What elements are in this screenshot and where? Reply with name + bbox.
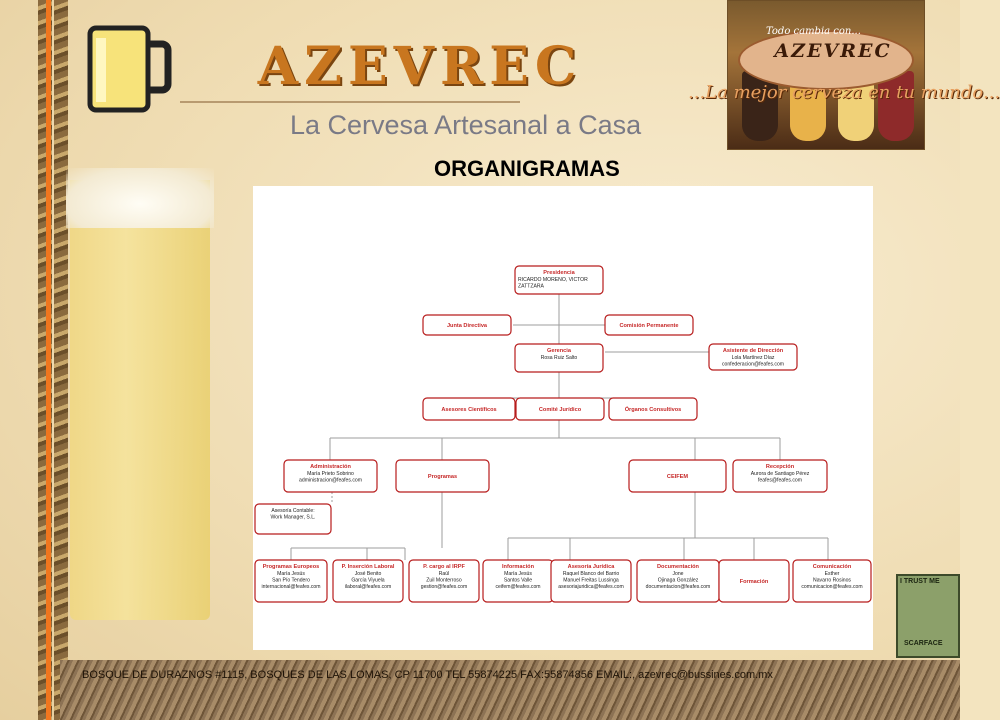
org-box-line: María Jesús — [504, 571, 532, 577]
org-box-title: Documentación — [657, 564, 699, 570]
org-box-title: P. cargo al IRPF — [423, 564, 465, 570]
bill-caption-bottom: SCARFACE — [904, 640, 943, 647]
org-box-line: María Prieto Sobrino — [307, 471, 354, 477]
slogan: ...La mejor cerveza en tu mundo... — [688, 82, 1000, 103]
org-box-title: Programas — [427, 474, 458, 480]
org-chart — [253, 186, 873, 650]
org-box-title: Administración — [310, 464, 351, 470]
org-box-title: Asistente de Dirección — [722, 348, 784, 354]
header-divider — [180, 101, 520, 103]
org-box-line: Jone — [672, 571, 684, 577]
rope-border-right — [54, 0, 68, 720]
org-box-line: Esther — [824, 571, 840, 577]
org-box-line: ZATTZARA — [518, 283, 544, 290]
org-box-line: asesoriajuridica@feafes.com — [558, 584, 624, 590]
org-box-title: CEIFEM — [666, 474, 689, 480]
badge-brand-name: AZEVREC — [774, 40, 892, 62]
org-box-line: comunicacion@feafes.com — [801, 584, 863, 590]
org-box-line: Navarro Rosinos — [813, 577, 851, 584]
org-box-title: Comunicación — [812, 564, 852, 570]
org-box-title: Asesores Científicos — [441, 407, 497, 413]
org-box-title: Órganos Consultivos — [624, 407, 682, 413]
org-box-title: Información — [501, 564, 535, 570]
org-box-title: Recepción — [765, 464, 795, 470]
brand-logo: AZEVREC — [257, 36, 583, 97]
org-box-line: administracion@feafes.com — [299, 477, 362, 484]
tagline: La Cervesa Artesanal a Casa — [290, 110, 642, 140]
org-box-title: Junta Directiva — [446, 323, 488, 329]
org-box-title: Programas Europeos — [262, 564, 320, 570]
org-box-line: Zuil Monterroso — [426, 577, 462, 584]
bill-caption-top: I TRUST ME — [900, 578, 940, 585]
org-box-title: Formación — [739, 579, 769, 585]
org-box-title: P. Inserción Laboral — [341, 564, 395, 570]
org-box-line: Rosa Ruiz Salto — [540, 355, 578, 361]
org-box-line: Raquel Blanco del Barrio — [562, 571, 620, 577]
org-box-line: García Viyuela — [351, 577, 385, 584]
org-box-line: ceifem@feafes.com — [495, 584, 541, 590]
org-box-title: Asesoría Jurídica — [567, 564, 615, 570]
org-chart-panel — [253, 186, 873, 650]
org-box-line: feafes@feafes.com — [758, 477, 802, 484]
beer-foam-decoration — [66, 168, 214, 228]
org-box-line: internacional@feafes.com — [261, 584, 321, 590]
org-box-line: Work Manager, S.L. — [270, 514, 316, 521]
org-box-line: gestion@feafes.com — [420, 584, 468, 590]
org-box-line: ilaboral@feafes.com — [344, 584, 392, 590]
org-box-line: Lola Martínez Díaz — [731, 355, 775, 361]
org-box-line: San Pío Tendero — [272, 577, 310, 584]
org-box-line: Aurora de Santiago Pérez — [750, 471, 810, 477]
badge-caption: Todo cambia con... — [766, 26, 861, 37]
org-box-line: RICARDO MORENO, VICTOR — [518, 277, 588, 283]
org-box-title: Gerencia — [547, 348, 571, 354]
org-box-title: Presidencia — [543, 270, 575, 276]
beer-glass-decoration — [70, 180, 210, 620]
org-box-line: documentacion@feafes.com — [645, 584, 711, 590]
org-box-line: Asesoría Contable: — [271, 508, 315, 514]
org-box-line: Manuel Freitas Lussinga — [563, 577, 619, 584]
org-box-line: Santos Valle — [503, 577, 533, 584]
org-box-line: Raúl — [438, 571, 450, 577]
org-box-line: Ojinaga González — [657, 577, 699, 584]
accent-stripe — [46, 0, 51, 720]
footer-address: BOSQUE DE DURAZNOS #1115, BOSQUES DE LAS LOMAS, CP 11700 TEL 55874225 FAX:55874856 EMAIL:, azevrec@bussines.com.mx — [82, 669, 773, 681]
beer-mug-icon — [82, 20, 172, 115]
org-box-title: Comité Jurídico — [538, 407, 582, 413]
org-box-line: José Benito — [354, 571, 382, 577]
org-box-title: Comisión Permanente — [619, 323, 679, 329]
page-title: ORGANIGRAMAS — [434, 156, 620, 181]
org-box-line: María Jesús — [277, 571, 305, 577]
org-box-line: confederacion@feafes.com — [721, 361, 785, 368]
